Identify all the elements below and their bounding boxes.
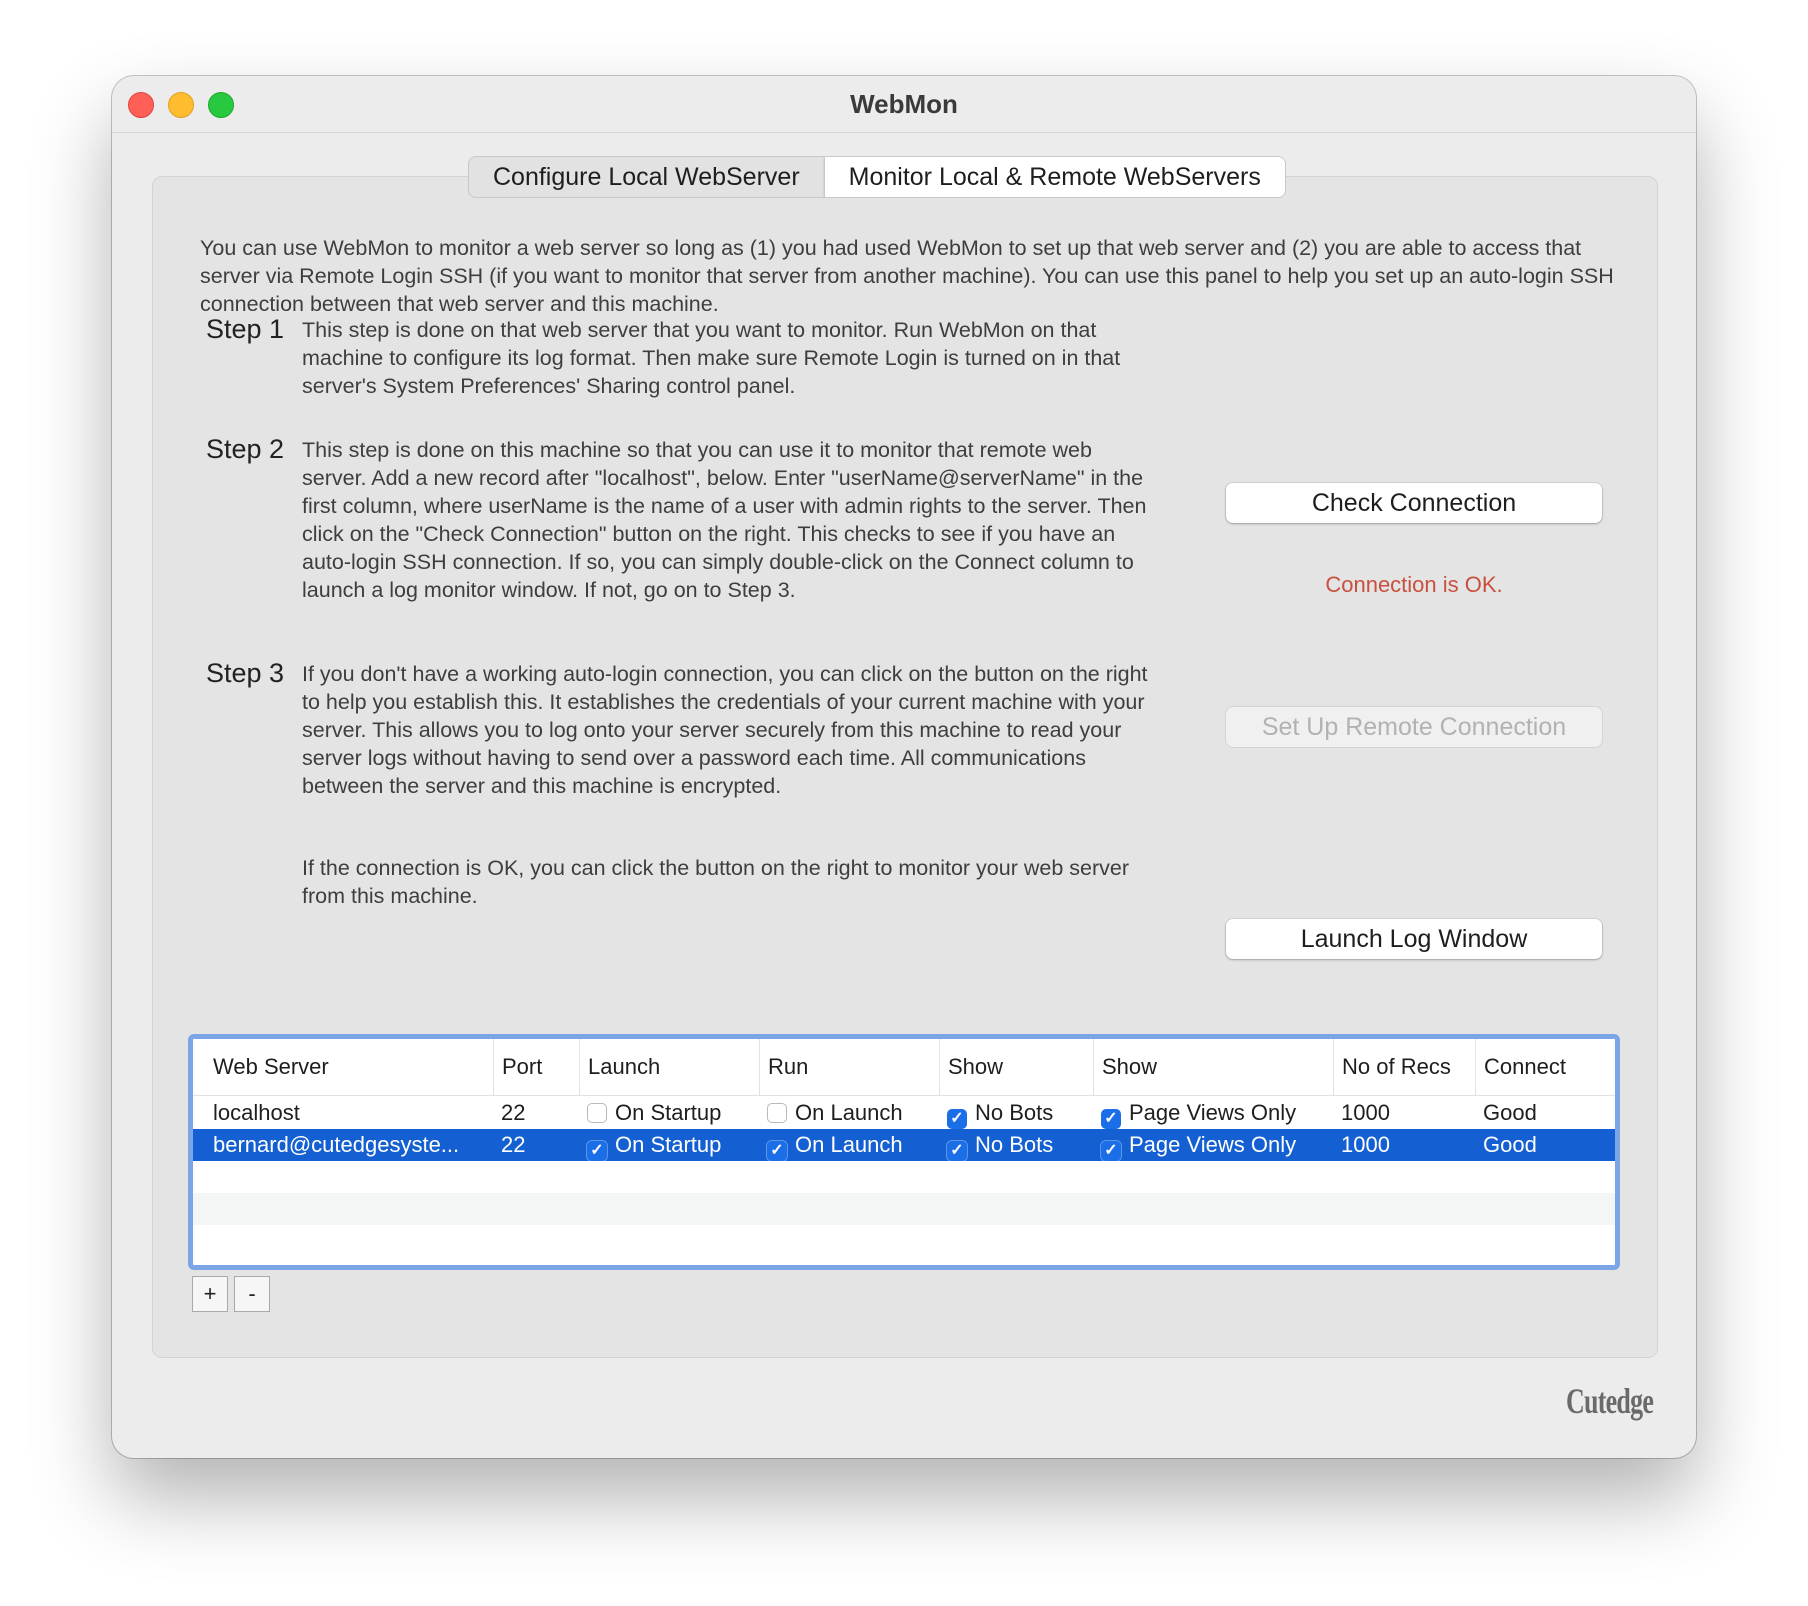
cell-connect[interactable]: Good (1483, 1100, 1537, 1125)
empty-row (193, 1225, 1615, 1257)
run-on-launch-label: On Launch (795, 1132, 903, 1157)
table-header (193, 1039, 1615, 1096)
launch-on-startup-label: On Startup (615, 1100, 722, 1125)
empty-row (193, 1193, 1615, 1225)
cell-web-server: localhost (213, 1100, 300, 1125)
run-on-launch-checkbox[interactable]: ✓ (767, 1141, 787, 1161)
launch-note-text: If the connection is OK, you can click the button on the right to monitor your web server from this machine. (302, 856, 1129, 908)
page-views-only-checkbox[interactable]: ✓ (1101, 1109, 1121, 1129)
column-header-run[interactable]: Run (759, 1039, 939, 1095)
setup-remote-connection-button[interactable]: Set Up Remote Connection (1226, 707, 1602, 747)
tab-bar (468, 156, 1286, 198)
title-bar (112, 76, 1696, 133)
column-header-no-of-recs[interactable]: No of Recs (1333, 1039, 1475, 1095)
step-1-text: This step is done on that web server that you want to monitor. Run WebMon on that machine to configure its log format. Then make sure Remote Login is turned on in that server's System Preferences' Sharing control panel. (302, 318, 1121, 398)
check-connection-button[interactable]: Check Connection (1226, 483, 1602, 523)
launch-on-startup-label: On Startup (615, 1132, 722, 1157)
cell-port: 22 (501, 1100, 526, 1125)
cell-show-views (1093, 1097, 1333, 1129)
add-row-button[interactable]: + (192, 1276, 228, 1312)
tab-monitor-remote[interactable]: Monitor Local & Remote WebServers (824, 157, 1285, 197)
cell-launch (579, 1097, 759, 1129)
page-views-only-label: Page Views Only (1129, 1100, 1297, 1125)
column-header-port[interactable]: Port (493, 1039, 579, 1095)
no-bots-label: No Bots (975, 1100, 1054, 1125)
cell-show-views (1093, 1129, 1333, 1161)
column-header-web-server[interactable]: Web Server (213, 1054, 329, 1079)
run-on-launch-checkbox[interactable] (767, 1103, 787, 1123)
run-on-launch-label: On Launch (795, 1100, 903, 1125)
no-bots-checkbox[interactable]: ✓ (947, 1141, 967, 1161)
launch-on-startup-checkbox[interactable]: ✓ (587, 1141, 607, 1161)
cell-port: 22 (501, 1132, 526, 1157)
cell-run (759, 1097, 939, 1129)
cell-no-of-recs: 1000 (1341, 1132, 1390, 1157)
step-3-text: If you don't have a working auto-login connection, you can click on the button on the right to help you establish this. It establishes the credentials of your current machine with your server. This allows you to log onto your server securely from this machine to read your server logs without having to send over a password each time. All communications between the server and this machine is encrypted. (302, 662, 1148, 798)
no-bots-checkbox[interactable]: ✓ (947, 1109, 967, 1129)
cell-show-bots (939, 1129, 1093, 1161)
table-row-localhost[interactable] (193, 1097, 1615, 1129)
cell-connect[interactable]: Good (1483, 1132, 1537, 1157)
cell-web-server: bernard@cutedgesyste... (213, 1132, 460, 1157)
launch-log-window-button[interactable]: Launch Log Window (1226, 919, 1602, 959)
cell-run (759, 1129, 939, 1161)
tab-configure-local[interactable]: Configure Local WebServer (493, 163, 800, 191)
app-window (112, 76, 1696, 1458)
cutedge-logo: Cutedge (1566, 1381, 1654, 1421)
column-header-launch[interactable]: Launch (579, 1039, 759, 1095)
servers-table[interactable] (188, 1034, 1620, 1270)
intro-text: You can use WebMon to monitor a web server so long as (1) you had used WebMon to set up that web server and (2) you are able to access that server via Remote Login SSH (if you want to monitor that server from another machine). You can use this panel to help you set up an auto-login SSH connection between that web server and this machine. (200, 236, 1614, 316)
cell-show-bots (939, 1097, 1093, 1129)
column-header-show-bots[interactable]: Show (939, 1039, 1093, 1095)
connection-status-text: Connection is OK. (1325, 572, 1503, 597)
step-2-text: This step is done on this machine so that you can use it to monitor that remote web server. Add a new record after "localhost", below. Enter "userName@serverName" in the first column, where userName is the name of a user with admin rights to the server. Then click on the "Check Connection" button on the right. This checks to see if you have an auto-login SSH connection. If so, you can simply double-click on the Connect column to launch a log monitor window. If not, go on to Step 3. (302, 438, 1147, 602)
step-1-label: Step 1 (206, 314, 285, 344)
step-2-label: Step 2 (206, 434, 285, 464)
table-row-remote-server[interactable] (193, 1129, 1615, 1161)
page-views-only-label: Page Views Only (1129, 1132, 1297, 1157)
remove-row-button[interactable]: - (234, 1276, 270, 1312)
launch-on-startup-checkbox[interactable] (587, 1103, 607, 1123)
page-views-only-checkbox[interactable]: ✓ (1101, 1141, 1121, 1161)
window-title: WebMon (850, 89, 958, 119)
cell-no-of-recs: 1000 (1341, 1100, 1390, 1125)
step-3-label: Step 3 (206, 658, 285, 688)
no-bots-label: No Bots (975, 1132, 1054, 1157)
cell-launch (579, 1129, 759, 1161)
column-header-connect[interactable]: Connect (1475, 1039, 1605, 1095)
column-header-show-views[interactable]: Show (1093, 1039, 1333, 1095)
empty-row (193, 1161, 1615, 1193)
